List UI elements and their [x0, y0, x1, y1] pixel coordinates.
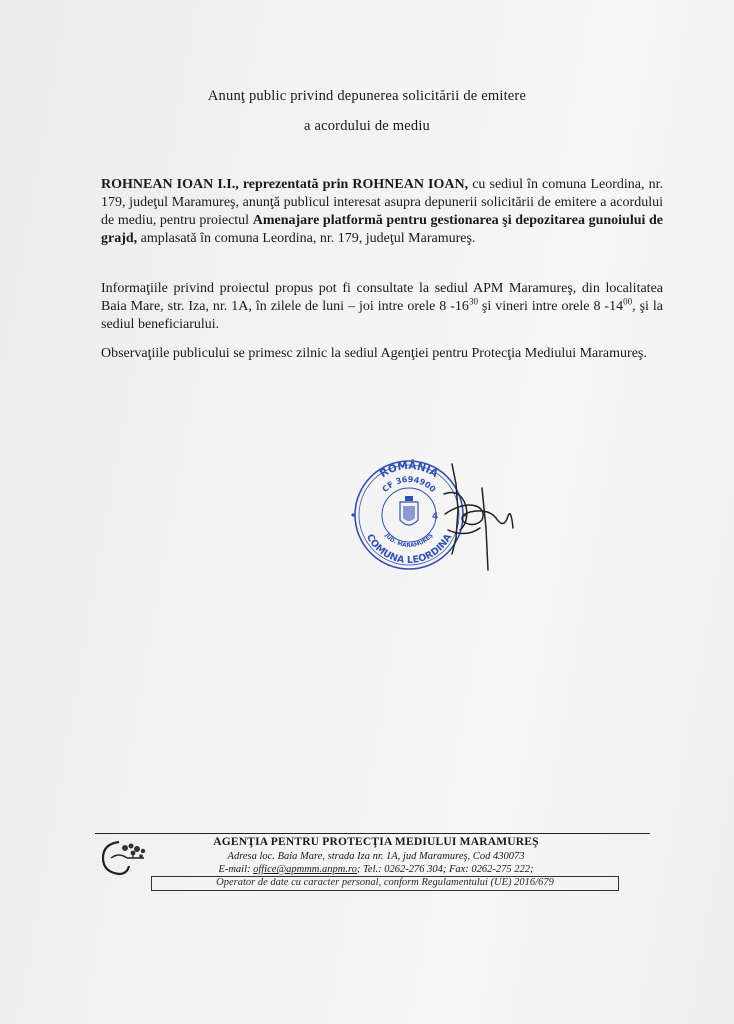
footer-agency-name: AGENŢIA PENTRU PROTECŢIA MEDIULUI MARAMUREŞ — [213, 836, 539, 848]
superscript-minutes: 00 — [623, 296, 633, 307]
paragraph-observations: Observaţiile publicului se primesc zilnic la sediul Agenţiei pentru Protecţia Mediului Maramureş. — [101, 346, 647, 361]
footer-operator-text: Operator de date cu caracter personal, conform Regulamentului (UE) 2016/679 — [216, 877, 554, 888]
paragraph-text: , şi la sediul beneficiarului. — [101, 299, 663, 332]
paragraph-text: cu sediul în comuna Leordina, nr. 179, judeţul Maramureş, anunţă publicul interesat asupra depunerii solicitării de emitere a acordului de mediu, pentru proiectul — [101, 177, 663, 228]
apm-logo-icon — [97, 838, 149, 878]
paragraph-text: şi vineri intre orele 8 -14 — [477, 299, 624, 314]
footer-contact — [160, 864, 592, 875]
footer-phone: ; Tel.: 0262-276 304; Fax: 0262-275 222; — [356, 864, 534, 875]
svg-text:CF 3694900 — [381, 475, 438, 494]
footer-address: Adresa loc. Baia Mare, strada Iza nr. 1A, jud Maramureş, Cod 430073 — [227, 851, 525, 862]
title-line-2: a acordului de mediu — [304, 118, 430, 134]
signature-icon — [444, 464, 513, 570]
footer-divider — [95, 833, 650, 834]
paragraph-applicant — [101, 176, 663, 248]
stamp-county-text: JUD. MARAMUREŞ — [383, 532, 435, 550]
superscript-minutes: 30 — [468, 296, 478, 307]
stamp-number: 4 — [432, 512, 439, 522]
paragraph-information — [101, 280, 663, 334]
applicant-name: ROHNEAN IOAN I.I., reprezentată prin ROHNEAN IOAN, — [101, 177, 469, 192]
project-name: Amenajare platformă pentru gestionarea şi depozitarea gunoiului de grajd, — [101, 213, 663, 246]
stamp-bottom-text: COMUNA LEORDINA — [363, 532, 455, 567]
stamp-top-text: ROMÂNIA — [377, 459, 441, 481]
paragraph-text: amplasată în comuna Leordina, nr. 179, judeţul Maramureş. — [137, 231, 476, 246]
footer-email-label: E-mail: — [218, 864, 251, 875]
official-stamp — [348, 458, 518, 588]
stamp-cf-text: CF 3694900 — [380, 474, 438, 495]
paragraph-text: Informaţiile privind proiectul propus pot fi consultate la sediul APM Maramureş, din localitatea Baia Mare, str. Iza, nr. 1A, în zilele de luni – joi intre orele 8 -16 — [101, 281, 663, 314]
footer-email-link[interactable]: office@apmmm.anpm.ro — [253, 864, 357, 875]
stamp-seal-icon — [348, 458, 518, 588]
title-line-1: Anunţ public privind depunerea solicitării de emitere — [207, 88, 527, 104]
